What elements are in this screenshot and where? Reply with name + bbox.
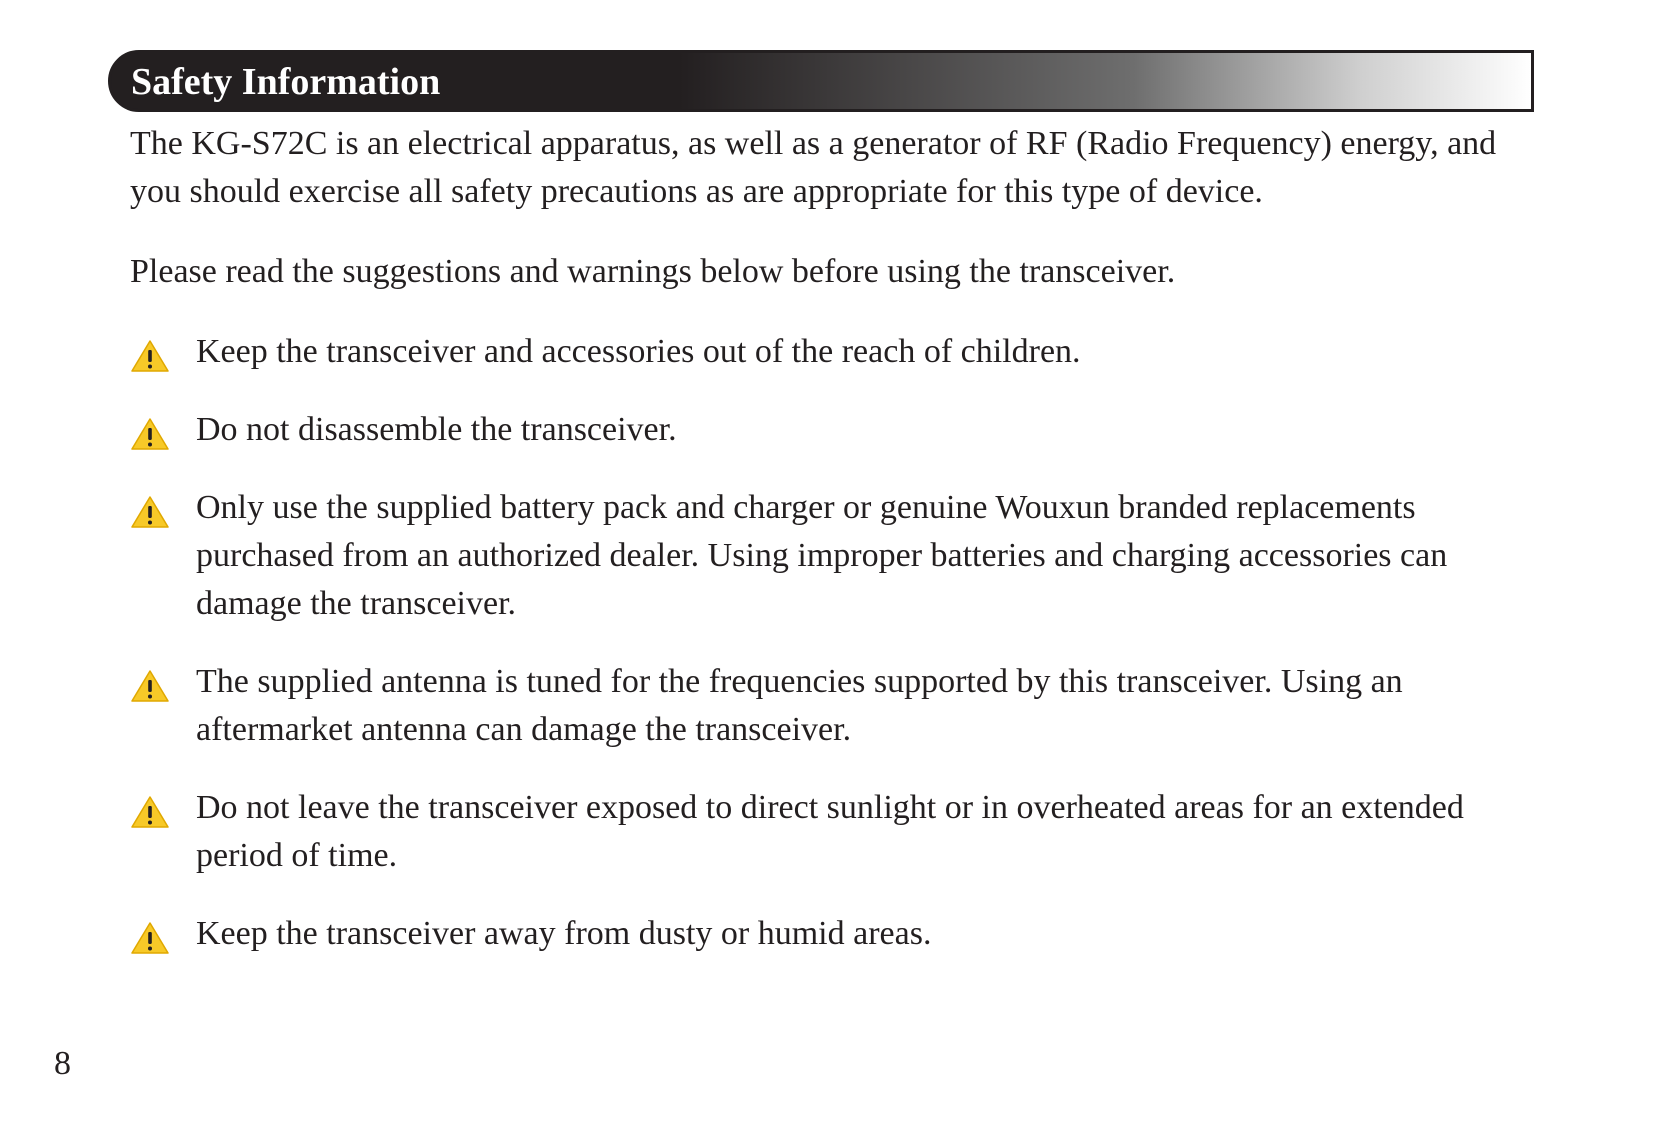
warning-text: Only use the supplied battery pack and charger or genuine Wouxun branded replacements purchased from an authorized dealer. Using improper batteries and charging accessories can damage the transceiver. [196,489,1448,622]
warning-text: Do not leave the transceiver exposed to direct sunlight or in overheated areas for an extended period of time. [196,789,1464,874]
warning-list [130,328,1540,958]
warning-text: Keep the transceiver and accessories out of the reach of children. [196,333,1081,370]
warning-triangle-icon [130,921,170,955]
page-number: 8 [54,1045,71,1082]
page-content [130,120,1540,988]
intro-paragraph: The KG-S72C is an electrical apparatus, as well as a generator of RF (Radio Frequency) energy, and you should exercise all safety precautions as are appropriate for this type of device. [130,125,1497,210]
warning-text: The supplied antenna is tuned for the frequencies supported by this transceiver. Using an aftermarket antenna can damage the transceiver. [196,663,1403,748]
section-title: Safety Information [131,61,441,103]
warning-triangle-icon [130,795,170,829]
warning-text: Keep the transceiver away from dusty or humid areas. [196,915,932,952]
warning-triangle-icon [130,339,170,373]
warning-item [130,910,1540,958]
warning-triangle-icon [130,417,170,451]
warning-item [130,328,1540,376]
warning-item [130,406,1540,454]
warning-text: Do not disassemble the transceiver. [196,411,677,448]
lead-paragraph: Please read the suggestions and warnings below before using the transceiver. [130,253,1176,290]
warning-triangle-icon [130,669,170,703]
warning-triangle-icon [130,495,170,529]
warning-item [130,658,1540,754]
warning-item [130,784,1540,880]
warning-item [130,484,1540,628]
section-header-bar [108,50,1534,112]
